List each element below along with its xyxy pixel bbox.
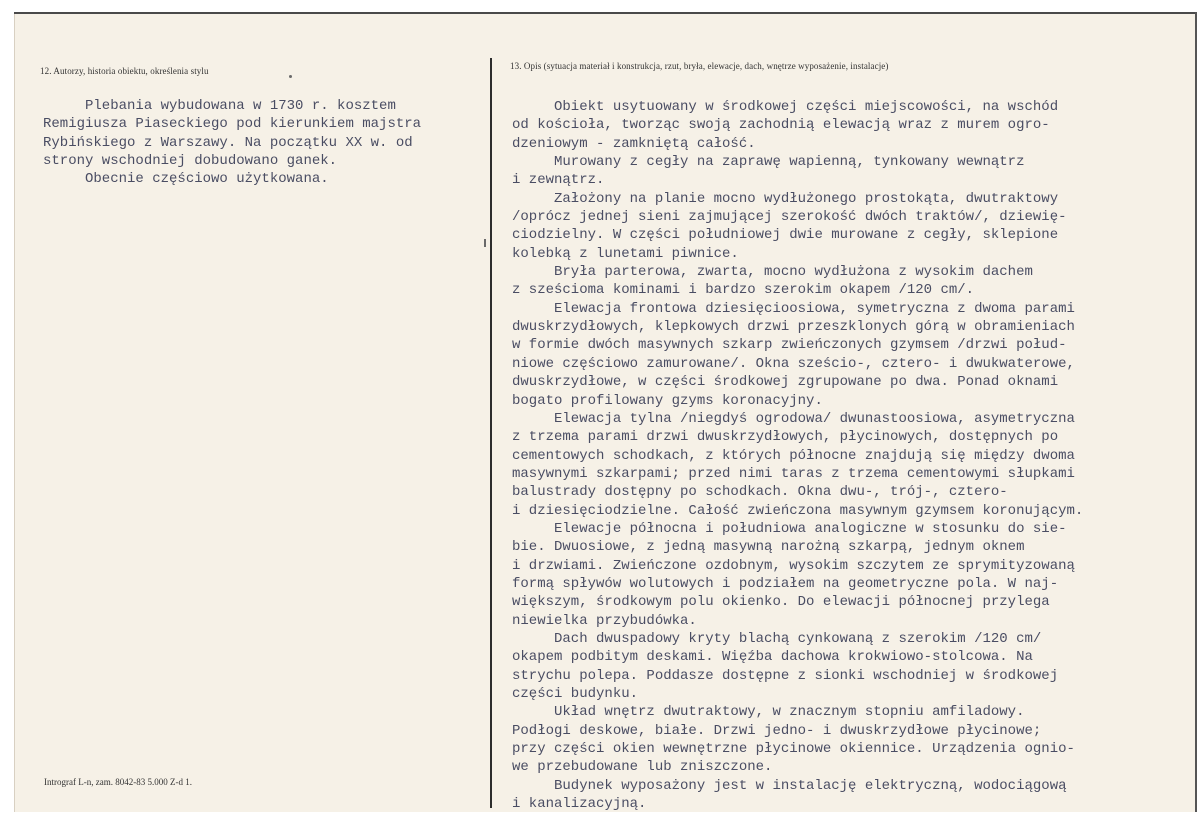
ink-mark <box>289 75 292 78</box>
text-line: Założony na planie mocno wydłużonego prostokąta, dwutraktowy <box>512 190 1059 207</box>
text-line: Elewacja frontowa dziesięcioosiowa, symetryczna z dwoma parami <box>512 300 1075 317</box>
text-line: formą spływów wolutowych i podziałem na geometryczne pola. W naj- <box>512 575 1059 592</box>
text-line: Układ wnętrz dwutraktowy, w znacznym stopniu amfiladowy. <box>512 704 1025 721</box>
history-text <box>43 97 421 189</box>
right-border <box>1195 12 1197 812</box>
text-line: niowe częściowo zamurowane/. Okna sześcio-, cztero- i dwukwaterowe, <box>512 355 1075 372</box>
text-line: większym, środkowym polu okienko. Do elewacji północnej przylega <box>512 594 1050 611</box>
column-divider <box>490 58 492 808</box>
text-line: przy części okien wewnętrzne płycinowe okiennice. Urządzenia ognio- <box>512 741 1075 758</box>
text-line: Plebania wybudowana w 1730 r. kosztem <box>43 98 396 114</box>
text-line: ciodzielny. W części południowej dwie murowane z cegły, sklepione <box>512 227 1059 244</box>
text-line: bogato profilowany gzyms koronacyjny. <box>512 392 823 409</box>
text-line: Rybińskiego z Warszawy. Na początku XX w. od <box>43 134 413 151</box>
text-line: i dziesięciodzielne. Całość zwieńczona masywnym gzymsem koronującym. <box>512 502 1084 519</box>
text-line: i drzwiami. Zwieńczone ozdobnym, wysokim szczytem ze sprymityzowaną <box>512 557 1075 574</box>
text-line: Remigiusza Piaseckiego pod kierunkiem majstra <box>43 116 422 133</box>
section-13-header: 13. Opis (sytuacja materiał i konstrukcja, rzut, bryła, elewacje, dach, wnętrze wyposażenie, instalacje) <box>510 61 889 71</box>
text-line: Elewacja tylna /niegdyś ogrodowa/ dwunastoosiowa, asymetryczna <box>512 410 1075 427</box>
printer-footer: Intrograf L-n, zam. 8042-83 5.000 Z-d 1. <box>44 777 192 787</box>
text-line: strychu polepa. Poddasze dostępne z sionki wschodniej w środkowej <box>512 667 1059 684</box>
text-line: dwuskrzydłowe, w części środkowej zgrupowane po dwa. Ponad oknami <box>512 374 1059 391</box>
text-line: balustrady dostępny po schodkach. Okna dwu-, trój-, cztero- <box>512 484 1008 501</box>
top-border <box>14 12 1196 14</box>
text-line: kolebką z lunetami piwnice. <box>512 245 739 262</box>
text-line: cementowych schodkach, z których północne znajdują się między dwoma <box>512 447 1075 464</box>
text-line: Obiekt usytuowany w środkowej części miejscowości, na wschód <box>512 99 1059 115</box>
text-line: we przebudowane lub zniszczone. <box>512 759 773 776</box>
text-line: niewielka przybudówka. <box>512 612 697 629</box>
text-line: dwuskrzydłowych, klepkowych drzwi przeszklonych górą w obramieniach <box>512 319 1075 336</box>
text-line: okapem podbitym deskami. Więźba dachowa krokwiowo-stolcowa. Na <box>512 649 1033 666</box>
text-line: Bryła parterowa, zwarta, mocno wydłużona z wysokim dachem <box>512 264 1033 281</box>
text-line: Elewacje północna i południowa analogiczne w stosunku do sie- <box>512 520 1067 537</box>
text-line: /oprócz jednej sieni zajmującej szerokość dwóch traktów/, dziewię- <box>512 209 1067 226</box>
text-line: bie. Dwuosiowe, z jedną masywną narożną szkarpą, jednym oknem <box>512 539 1025 556</box>
text-line: z sześcioma kominami i bardzo szerokim okapem /120 cm/. <box>512 282 975 299</box>
description-text <box>512 98 1083 813</box>
text-line: Podłogi deskowe, białe. Drzwi jedno- i dwuskrzydłowe płycinowe; <box>512 722 1042 739</box>
text-line: Obecnie częściowo użytkowana. <box>43 171 329 188</box>
text-line: w formie dwóch masywnych szkarp zwieńczonych gzymsem /drzwi połud- <box>512 337 1067 354</box>
text-line: masywnymi szkarpami; przed nimi taras z trzema cementowymi słupkami <box>512 465 1075 482</box>
text-line: Dach dwuspadowy kryty blachą cynkowaną z szerokim /120 cm/ <box>512 630 1042 647</box>
text-line: z trzema parami drzwi dwuskrzydłowych, płycinowych, dostępnych po <box>512 429 1059 446</box>
ink-mark <box>484 239 486 247</box>
text-line: strony wschodniej dobudowano ganek. <box>43 153 338 170</box>
text-line: dzeniowym - zamkniętą całość. <box>512 135 756 152</box>
text-line: i zewnątrz. <box>512 172 605 189</box>
text-line: części budynku. <box>512 686 639 702</box>
text-line: Budynek wyposażony jest w instalację elektryczną, wodociągową <box>512 777 1067 794</box>
text-line: i kanalizacyjną. <box>512 796 647 813</box>
text-line: od kościoła, tworząc swoją zachodnią elewacją wraz z murem ogro- <box>512 117 1050 134</box>
section-12-header: 12. Autorzy, historia obiektu, określenia stylu <box>40 66 209 76</box>
text-line: Murowany z cegły na zaprawę wapienną, tynkowany wewnątrz <box>512 154 1025 171</box>
